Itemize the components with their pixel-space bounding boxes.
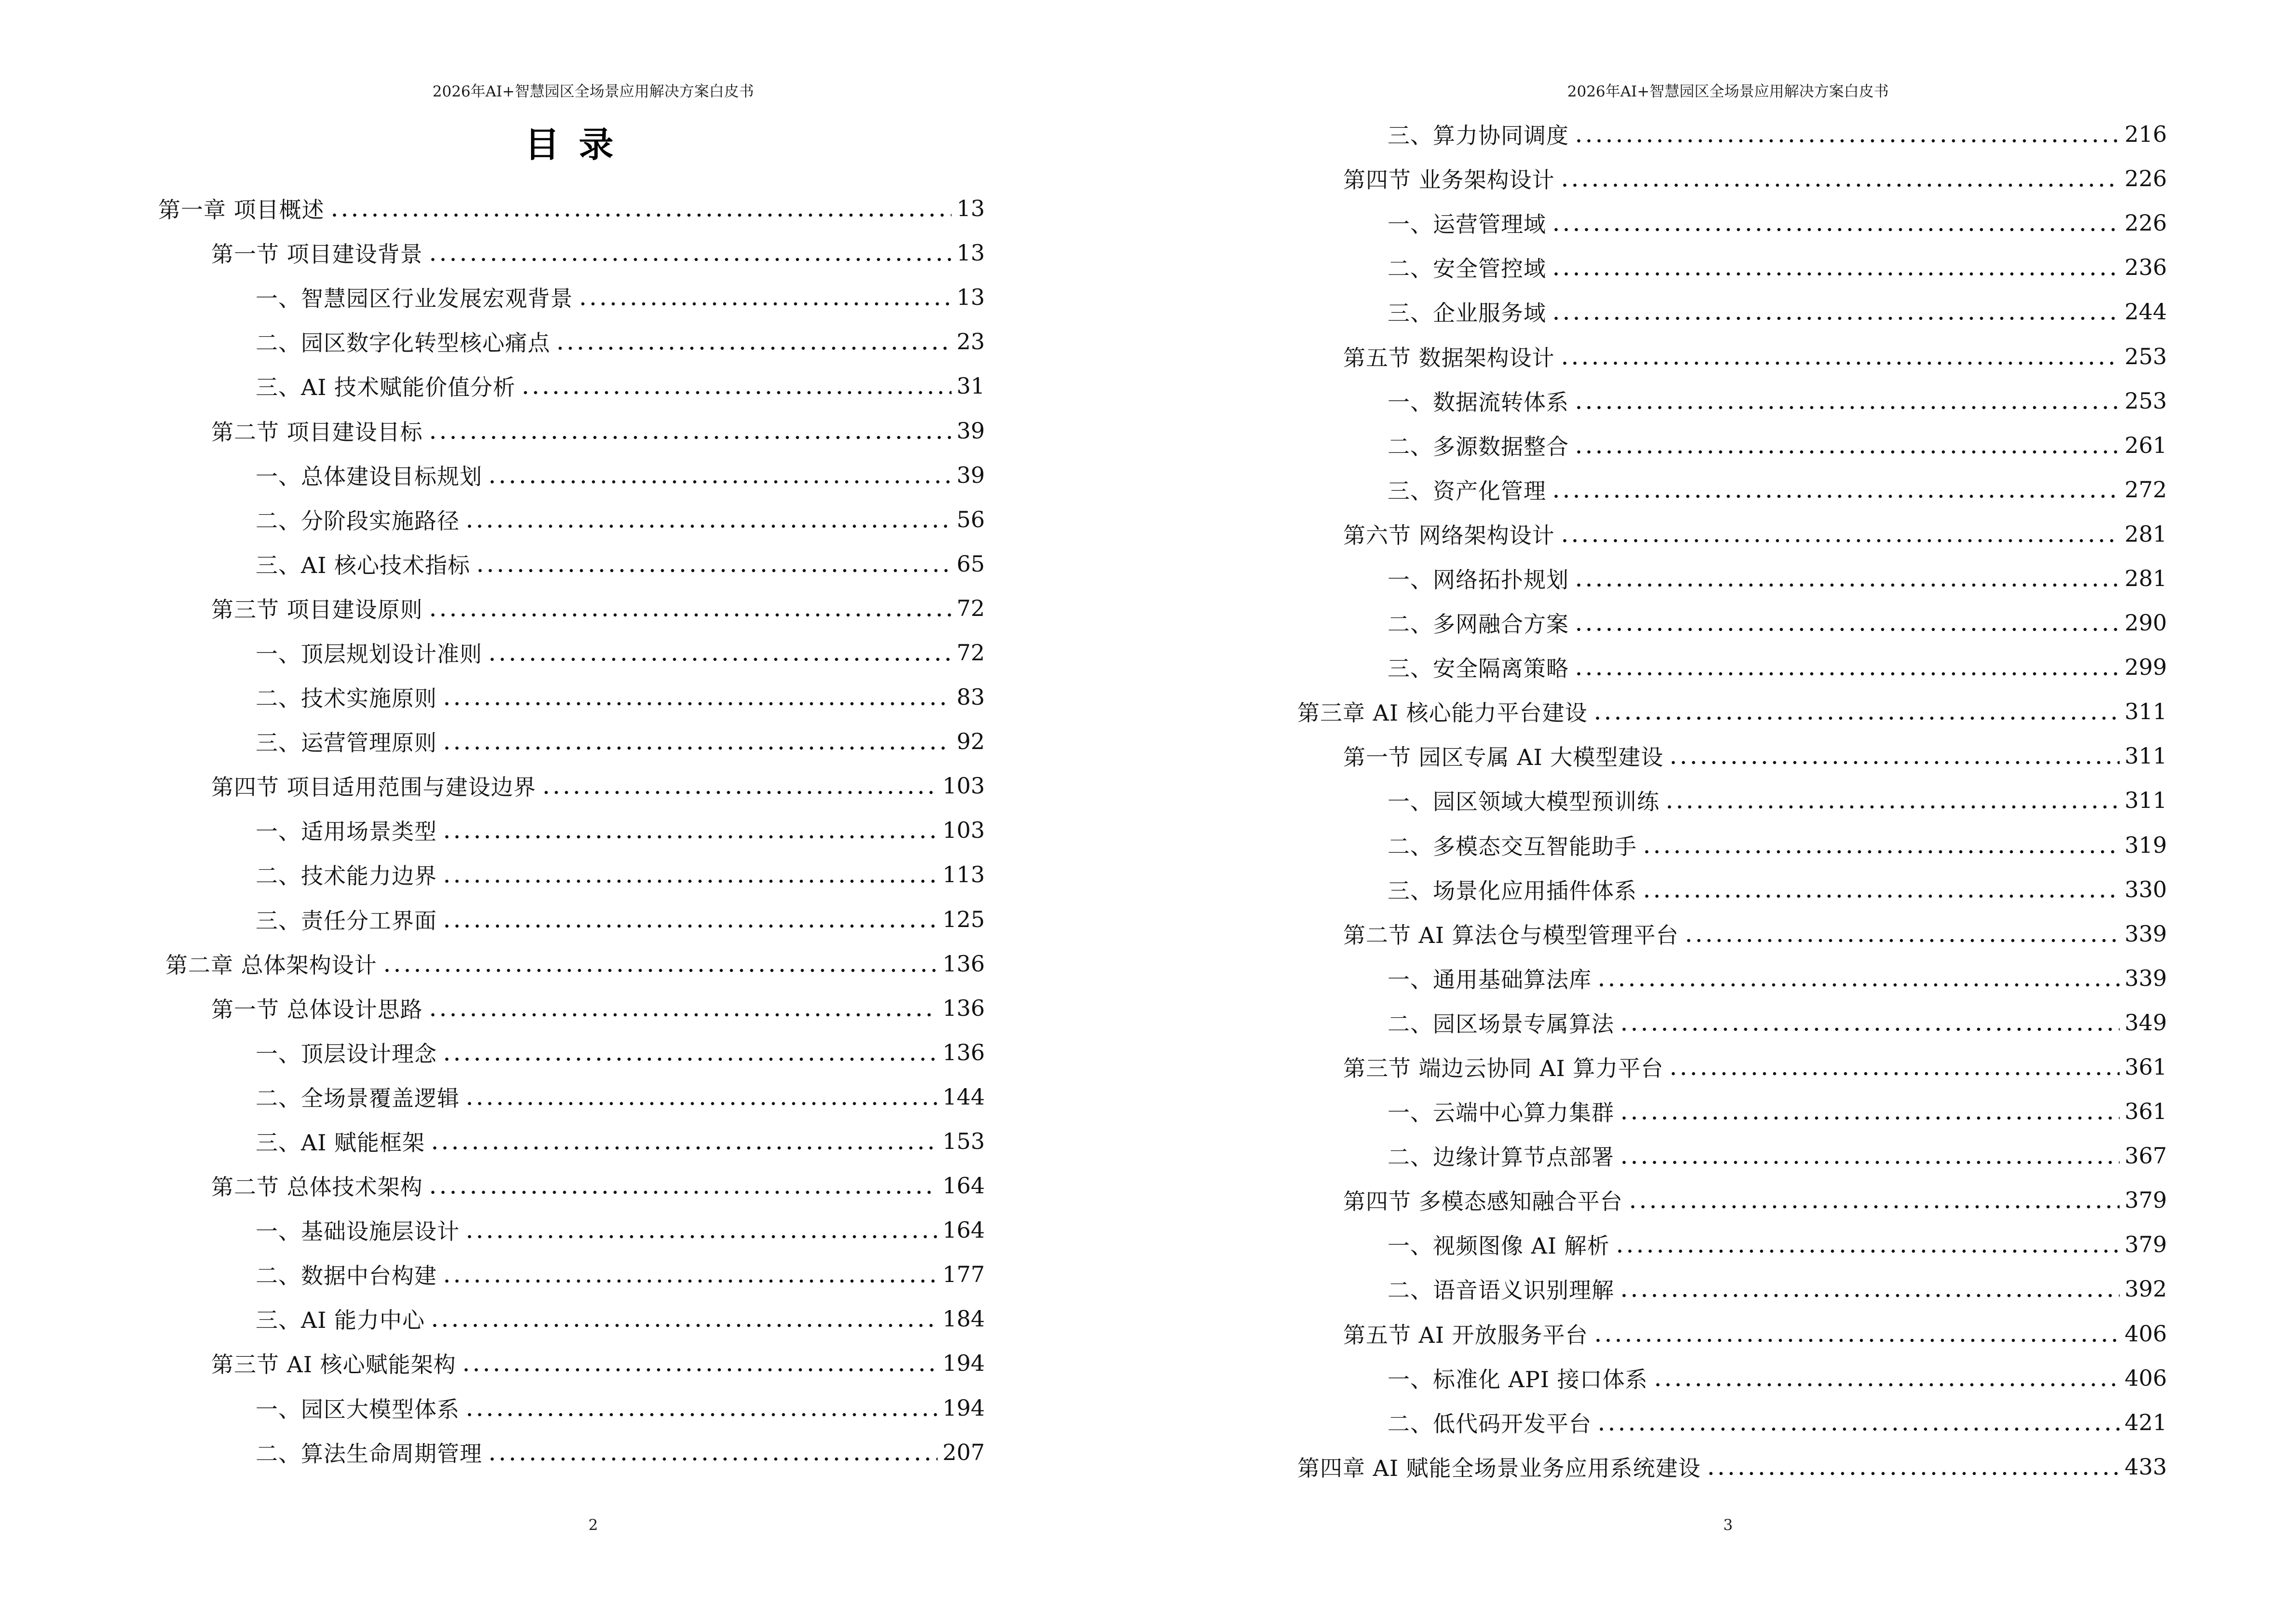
toc-entry-page-number: 319 (2124, 832, 2167, 858)
toc-entry-label: 一、数据流转体系 (1388, 389, 1569, 415)
toc-entry-label: 三、资产化管理 (1388, 478, 1546, 504)
toc-entry-label: 三、AI 能力中心 (256, 1307, 425, 1334)
toc-entry-page-number: 103 (942, 773, 985, 799)
toc-entry-subsection[interactable] (1297, 645, 2167, 689)
dot-leader (1668, 1056, 2120, 1078)
toc-entry-label: 二、全场景覆盖逻辑 (256, 1085, 460, 1111)
toc-entry-subsection[interactable] (158, 1296, 985, 1341)
toc-entry-label: 第四节 业务架构设计 (1343, 167, 1555, 193)
toc-entry-page-number: 433 (2124, 1453, 2167, 1480)
toc-entry-label: 一、总体建设目标规划 (256, 463, 482, 490)
toc-entry-label: 二、分阶段实施路径 (256, 507, 460, 534)
toc-entry-page-number: 13 (956, 284, 985, 311)
toc-entry-section[interactable] (1297, 1311, 2167, 1356)
toc-entry-page-number: 367 (2124, 1143, 2167, 1169)
toc-entry-label: 第三节 项目建设原则 (211, 596, 423, 623)
toc-entry-subsection[interactable] (158, 275, 985, 319)
toc-entry-label: 二、多网融合方案 (1388, 611, 1569, 638)
toc-entry-label: 第三节 端边云协同 AI 算力平台 (1343, 1055, 1664, 1082)
toc-entry-subsection[interactable] (158, 852, 985, 897)
toc-entry-section[interactable] (158, 408, 985, 452)
dot-leader (1706, 1456, 2120, 1478)
dot-leader (464, 1086, 938, 1108)
toc-entry-page-number: 13 (956, 195, 985, 222)
dot-leader (1574, 434, 2120, 456)
toc-entry-page-number: 379 (2124, 1187, 2167, 1214)
dot-leader (1560, 345, 2120, 368)
dot-leader (1664, 789, 2120, 811)
toc-entry-label: 二、算法生命周期管理 (256, 1440, 482, 1467)
toc-entry-label: 二、技术能力边界 (256, 863, 437, 889)
dot-leader (487, 464, 952, 486)
dot-leader (520, 375, 952, 397)
toc-entry-subsection[interactable] (158, 497, 985, 542)
toc-entry-label: 第四节 多模态感知融合平台 (1343, 1188, 1623, 1215)
toc-entry-page-number: 226 (2124, 210, 2167, 236)
toc-entry-section[interactable] (1297, 1045, 2167, 1089)
toc-entry-page-number: 56 (956, 506, 985, 532)
toc-entry-section[interactable] (158, 1341, 985, 1385)
toc-entry-label: 三、算力协同调度 (1388, 123, 1569, 149)
toc-entry-page-number: 164 (942, 1173, 985, 1199)
toc-entry-section[interactable] (158, 764, 985, 808)
toc-entry-page-number: 261 (2124, 432, 2167, 458)
dot-leader (541, 775, 938, 797)
dot-leader (1560, 167, 2120, 190)
toc-entry-page-number: 92 (956, 728, 985, 755)
toc-entry-subsection[interactable] (1297, 112, 2167, 156)
toc-entry-label: 一、视频图像 AI 解析 (1388, 1233, 1610, 1259)
toc-entry-section[interactable] (1297, 912, 2167, 956)
toc-title: 目录 (524, 124, 633, 165)
toc-entry-page-number: 39 (956, 417, 985, 444)
dot-leader (1551, 256, 2120, 278)
dot-leader (1560, 523, 2120, 545)
dot-leader (428, 1174, 938, 1197)
dot-leader (1628, 1189, 2120, 1211)
toc-entry-label: 三、责任分工界面 (256, 907, 437, 934)
dot-leader (382, 953, 938, 975)
toc-entry-page-number: 194 (942, 1350, 985, 1377)
dot-leader (475, 553, 952, 575)
page-number: 2 (588, 1516, 598, 1534)
dot-leader (461, 1352, 938, 1374)
toc-entry-label: 第六节 网络架构设计 (1343, 522, 1555, 548)
dot-leader (1619, 1011, 2120, 1034)
toc-entry-label: 第二章 总体架构设计 (165, 952, 377, 978)
toc-entry-chapter[interactable] (158, 186, 985, 231)
toc-entry-page-number: 31 (956, 373, 985, 399)
toc-entry-label: 二、园区数字化转型核心痛点 (256, 330, 550, 356)
toc-entry-subsection[interactable] (1297, 778, 2167, 822)
dot-leader (1668, 745, 2120, 767)
toc-entry-page-number: 253 (2124, 343, 2167, 369)
toc-list (158, 186, 985, 1474)
dot-leader (442, 1041, 938, 1064)
toc-entry-label: 二、低代码开发平台 (1388, 1410, 1592, 1437)
toc-entry-page-number: 406 (2124, 1365, 2167, 1391)
dot-leader (555, 330, 952, 353)
dot-leader (428, 420, 952, 442)
toc-entry-page-number: 361 (2124, 1098, 2167, 1125)
dot-leader (487, 1441, 938, 1463)
running-header: 2026年AI+智慧园区全场景应用解决方案白皮书 (432, 83, 754, 100)
toc-entry-label: 二、多模态交互智能助手 (1388, 833, 1637, 860)
dot-leader (430, 1130, 938, 1152)
toc-entry-subsection[interactable] (158, 675, 985, 719)
toc-entry-label: 二、园区场景专属算法 (1388, 1010, 1614, 1037)
toc-entry-page-number: 65 (956, 550, 985, 577)
toc-entry-subsection[interactable] (1297, 289, 2167, 334)
toc-entry-label: 三、AI 赋能框架 (256, 1130, 425, 1156)
toc-entry-label: 三、企业服务域 (1388, 300, 1546, 327)
dot-leader (1619, 1100, 2120, 1122)
toc-entry-label: 第三节 AI 核心赋能架构 (211, 1351, 456, 1378)
toc-entry-label: 第二节 总体技术架构 (211, 1174, 423, 1201)
toc-entry-page-number: 164 (942, 1217, 985, 1243)
toc-entry-label: 第二节 AI 算法仓与模型管理平台 (1343, 922, 1679, 948)
toc-entry-label: 一、智慧园区行业发展宏观背景 (256, 286, 573, 312)
toc-entry-page-number: 379 (2124, 1231, 2167, 1258)
toc-entry-subsection[interactable] (158, 1386, 985, 1430)
dot-leader (1596, 967, 2120, 989)
toc-entry-label: 二、安全管控域 (1388, 256, 1546, 282)
toc-entry-label: 第一节 总体设计思路 (211, 996, 423, 1023)
dot-leader (442, 908, 938, 930)
toc-entry-page-number: 216 (2124, 121, 2167, 148)
toc-entry-page-number: 299 (2124, 654, 2167, 681)
toc-entry-page-number: 177 (942, 1261, 985, 1288)
toc-entry-label: 一、标准化 API 接口体系 (1388, 1366, 1648, 1392)
right-page (1144, 0, 2287, 1624)
dot-leader (464, 1219, 938, 1241)
toc-entry-subsection[interactable] (158, 1430, 985, 1474)
toc-entry-label: 二、数据中台构建 (256, 1263, 437, 1289)
toc-entry-label: 第五节 AI 开放服务平台 (1343, 1322, 1588, 1348)
toc-entry-subsection[interactable] (1297, 423, 2167, 467)
toc-entry-page-number: 311 (2124, 698, 2167, 725)
toc-entry-label: 一、运营管理域 (1388, 211, 1546, 238)
toc-entry-subsection[interactable] (1297, 556, 2167, 600)
toc-entry-page-number: 125 (942, 906, 985, 932)
page-number: 3 (1723, 1516, 1733, 1534)
toc-entry-subsection[interactable] (1297, 956, 2167, 1000)
toc-entry-page-number: 39 (956, 462, 985, 488)
toc-entry-label: 三、场景化应用插件体系 (1388, 877, 1637, 904)
toc-entry-label: 二、边缘计算节点部署 (1388, 1144, 1614, 1171)
toc-entry-page-number: 311 (2124, 787, 2167, 814)
toc-entry-label: 三、运营管理原则 (256, 730, 437, 756)
toc-entry-subsection[interactable] (158, 542, 985, 586)
toc-entry-subsection[interactable] (1297, 467, 2167, 512)
dot-leader (1574, 612, 2120, 634)
toc-entry-page-number: 421 (2124, 1409, 2167, 1435)
dot-leader (428, 997, 938, 1019)
toc-entry-label: 一、园区领域大模型预训练 (1388, 789, 1660, 815)
toc-entry-page-number: 361 (2124, 1054, 2167, 1080)
toc-entry-subsection[interactable] (1297, 379, 2167, 423)
toc-entry-subsection[interactable] (1297, 1222, 2167, 1267)
toc-entry-page-number: 272 (2124, 476, 2167, 503)
dot-leader (1574, 390, 2120, 412)
dot-leader (1596, 1411, 2120, 1433)
toc-entry-page-number: 184 (942, 1306, 985, 1332)
dot-leader (1574, 567, 2120, 589)
running-header: 2026年AI+智慧园区全场景应用解决方案白皮书 (1567, 83, 1889, 100)
toc-entry-label: 第一章 项目概述 (158, 197, 325, 223)
toc-entry-page-number: 23 (956, 328, 985, 355)
toc-entry-label: 第三章 AI 核心能力平台建设 (1297, 700, 1588, 726)
toc-entry-page-number: 244 (2124, 299, 2167, 325)
toc-entry-label: 一、基础设施层设计 (256, 1218, 460, 1245)
toc-entry-subsection[interactable] (1297, 867, 2167, 912)
toc-entry-subsection[interactable] (1297, 201, 2167, 245)
toc-entry-section[interactable] (1297, 734, 2167, 778)
toc-entry-page-number: 136 (942, 950, 985, 977)
toc-entry-page-number: 311 (2124, 743, 2167, 769)
toc-entry-page-number: 226 (2124, 165, 2167, 192)
dot-leader (1653, 1367, 2120, 1389)
toc-entry-page-number: 194 (942, 1394, 985, 1421)
toc-entry-label: 三、安全隔离策略 (1388, 655, 1569, 682)
dot-leader (1619, 1145, 2120, 1167)
dot-leader (430, 1308, 938, 1330)
toc-entry-subsection[interactable] (1297, 823, 2167, 867)
toc-entry-page-number: 136 (942, 1039, 985, 1065)
dot-leader (464, 508, 952, 531)
dot-leader (1684, 923, 2120, 945)
toc-entry-page-number: 144 (942, 1083, 985, 1110)
toc-entry-page-number: 281 (2124, 565, 2167, 591)
toc-entry-page-number: 406 (2124, 1320, 2167, 1347)
toc-entry-section[interactable] (158, 986, 985, 1030)
dot-leader (1593, 700, 2120, 723)
toc-entry-subsection[interactable] (1297, 1000, 2167, 1045)
toc-entry-section[interactable] (158, 1163, 985, 1208)
dot-leader (1551, 212, 2120, 234)
toc-entry-page-number: 153 (942, 1128, 985, 1155)
toc-entry-section[interactable] (158, 231, 985, 275)
dot-leader (428, 242, 952, 264)
toc-entry-page-number: 339 (2124, 920, 2167, 947)
dot-leader (1619, 1278, 2120, 1300)
toc-entry-chapter[interactable] (158, 942, 985, 986)
toc-entry-subsection[interactable] (158, 630, 985, 675)
dot-leader (442, 863, 938, 886)
dot-leader (428, 597, 952, 619)
toc-entry-subsection[interactable] (1297, 1133, 2167, 1178)
toc-entry-page-number: 290 (2124, 610, 2167, 636)
toc-entry-page-number: 113 (942, 861, 985, 888)
toc-entry-label: 第二节 项目建设目标 (211, 419, 423, 445)
toc-entry-subsection[interactable] (158, 719, 985, 764)
dot-leader (442, 1263, 938, 1285)
toc-entry-label: 二、多源数据整合 (1388, 433, 1569, 460)
toc-entry-subsection[interactable] (1297, 245, 2167, 289)
toc-entry-subsection[interactable] (158, 1208, 985, 1252)
toc-entry-label: 第一节 项目建设背景 (211, 241, 423, 268)
dot-leader (1642, 834, 2120, 856)
toc-entry-label: 三、AI 核心技术指标 (256, 552, 471, 578)
toc-entry-subsection[interactable] (158, 1252, 985, 1296)
toc-entry-page-number: 72 (956, 595, 985, 621)
toc-entry-subsection[interactable] (158, 453, 985, 497)
dot-leader (1551, 478, 2120, 501)
toc-entry-page-number: 330 (2124, 876, 2167, 902)
dot-leader (1574, 123, 2120, 145)
toc-entry-subsection[interactable] (1297, 1267, 2167, 1311)
toc-entry-section[interactable] (1297, 512, 2167, 556)
toc-entry-subsection[interactable] (158, 808, 985, 852)
toc-entry-label: 三、AI 技术赋能价值分析 (256, 374, 516, 401)
toc-entry-label: 第一节 园区专属 AI 大模型建设 (1343, 744, 1664, 771)
toc-entry-subsection[interactable] (158, 1119, 985, 1163)
dot-leader (442, 686, 952, 708)
toc-entry-label: 一、顶层设计理念 (256, 1040, 437, 1067)
toc-entry-label: 二、语音语义识别理解 (1388, 1277, 1614, 1304)
toc-entry-page-number: 83 (956, 684, 985, 710)
toc-entry-page-number: 236 (2124, 254, 2167, 281)
toc-entry-section[interactable] (1297, 1178, 2167, 1222)
toc-entry-label: 第四章 AI 赋能全场景业务应用系统建设 (1297, 1455, 1701, 1481)
toc-entry-label: 一、网络拓扑规划 (1388, 566, 1569, 593)
toc-entry-page-number: 207 (942, 1439, 985, 1465)
toc-entry-page-number: 136 (942, 995, 985, 1021)
toc-entry-chapter[interactable] (1297, 1445, 2167, 1489)
dot-leader (464, 1397, 938, 1419)
dot-leader (578, 286, 952, 308)
toc-entry-subsection[interactable] (158, 319, 985, 364)
toc-entry-page-number: 281 (2124, 520, 2167, 547)
toc-entry-label: 一、通用基础算法库 (1388, 966, 1592, 993)
dot-leader (442, 819, 938, 841)
toc-entry-label: 一、园区大模型体系 (256, 1396, 460, 1422)
dot-leader (442, 730, 952, 752)
toc-list (1297, 112, 2167, 1489)
toc-entry-subsection[interactable] (158, 364, 985, 408)
toc-entry-subsection[interactable] (1297, 1400, 2167, 1445)
dot-leader (1574, 656, 2120, 678)
dot-leader (1642, 878, 2120, 901)
toc-entry-page-number: 103 (942, 817, 985, 844)
toc-entry-subsection[interactable] (158, 1075, 985, 1119)
toc-entry-chapter[interactable] (1297, 689, 2167, 734)
toc-entry-label: 一、适用场景类型 (256, 819, 437, 845)
toc-entry-subsection[interactable] (1297, 1089, 2167, 1133)
toc-entry-label: 二、技术实施原则 (256, 685, 437, 712)
toc-entry-subsection[interactable] (158, 897, 985, 942)
toc-entry-section[interactable] (1297, 334, 2167, 378)
toc-entry-page-number: 349 (2124, 1009, 2167, 1036)
toc-entry-subsection[interactable] (1297, 1356, 2167, 1400)
toc-entry-page-number: 13 (956, 240, 985, 266)
toc-entry-label: 第五节 数据架构设计 (1343, 344, 1555, 371)
toc-entry-section[interactable] (1297, 156, 2167, 201)
dot-leader (487, 641, 952, 664)
toc-entry-label: 第四节 项目适用范围与建设边界 (211, 774, 536, 801)
toc-entry-label: 一、顶层规划设计准则 (256, 641, 482, 667)
toc-entry-page-number: 72 (956, 639, 985, 666)
toc-entry-page-number: 339 (2124, 965, 2167, 991)
toc-entry-section[interactable] (158, 586, 985, 630)
dot-leader (1615, 1233, 2120, 1256)
toc-entry-label: 一、云端中心算力集群 (1388, 1100, 1614, 1126)
dot-leader (329, 197, 952, 219)
toc-entry-subsection[interactable] (1297, 600, 2167, 645)
toc-entry-page-number: 253 (2124, 387, 2167, 414)
dot-leader (1593, 1323, 2120, 1345)
toc-entry-subsection[interactable] (158, 1030, 985, 1075)
toc-entry-page-number: 392 (2124, 1276, 2167, 1302)
dot-leader (1551, 300, 2120, 323)
